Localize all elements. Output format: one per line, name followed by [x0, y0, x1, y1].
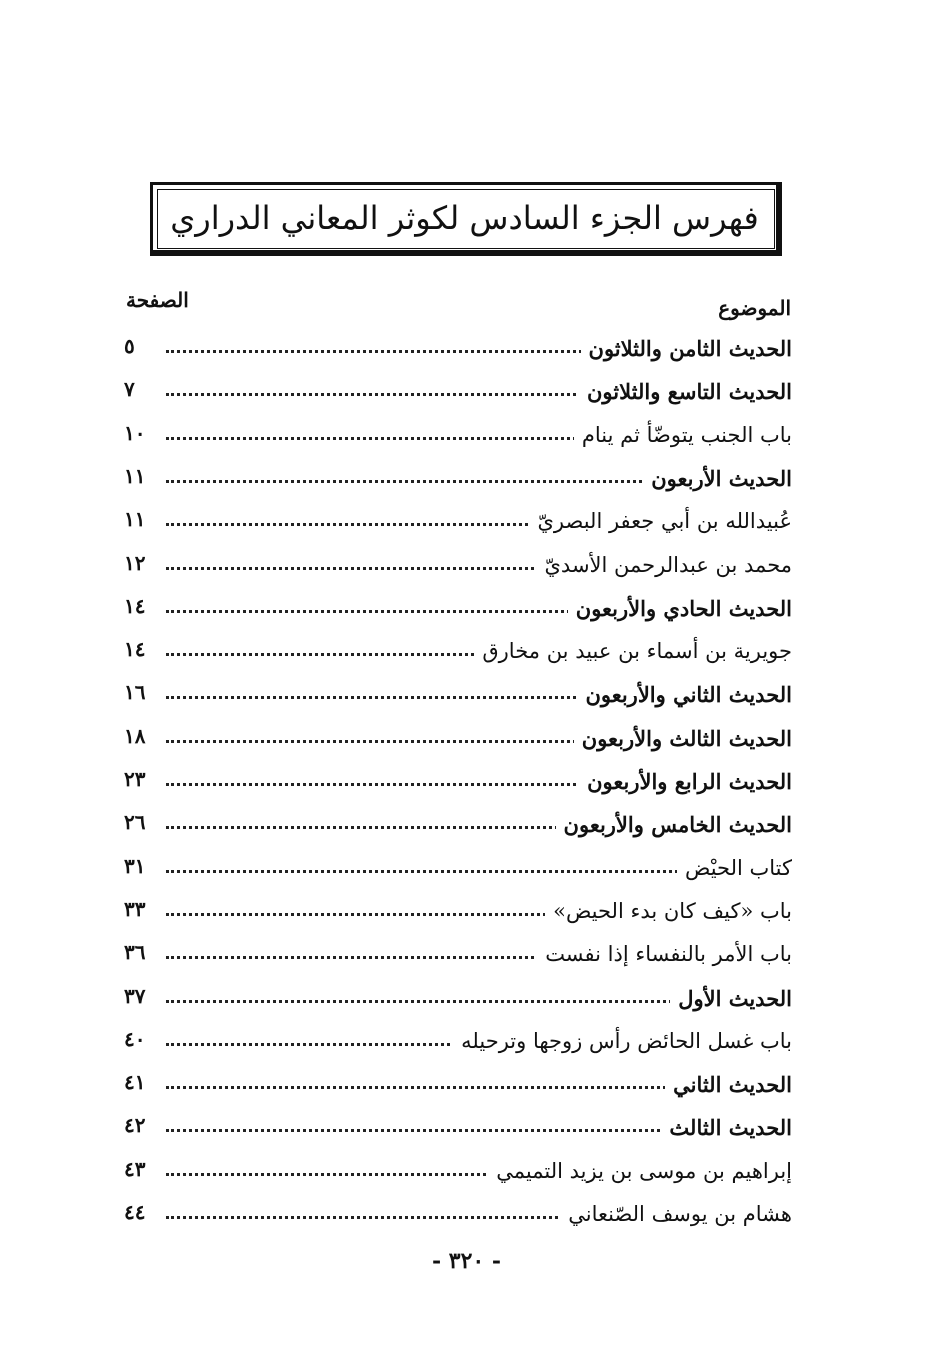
toc-entry — [120, 897, 792, 937]
toc-entry-page: ٣٣ — [124, 897, 146, 921]
toc-entry — [120, 1113, 792, 1153]
toc-entry-page: ٥ — [124, 334, 135, 358]
toc-entry — [120, 1200, 792, 1240]
toc-entry-title: هشام بن يوسف الصّنعاني — [560, 1202, 792, 1226]
toc-entry-title: جويرية بن أسماء بن عبيد بن مخارق — [474, 639, 792, 663]
toc-entry-title: كتاب الحيْض — [677, 856, 792, 880]
toc-entry — [120, 637, 792, 677]
toc-entry-page: ٢٦ — [124, 810, 146, 834]
toc-entry — [120, 854, 792, 894]
page-title: فهرس الجزء السادس لكوثر المعاني الدراري — [170, 199, 759, 237]
toc-entry-title: الحديث الثاني والأربعون — [577, 682, 792, 707]
toc-entry-page: ١١ — [124, 507, 146, 531]
page-column-header: الصفحة — [126, 288, 189, 312]
toc-entry-title: الحديث الثامن والثلاثون — [581, 336, 792, 361]
toc-entry-page: ١٢ — [124, 551, 146, 575]
toc-entry — [120, 1027, 792, 1067]
toc-entry-title: الحديث الثالث — [661, 1115, 792, 1140]
toc-entry-title: الحديث الأول — [670, 986, 792, 1011]
toc-entry-page: ٤٣ — [124, 1157, 146, 1181]
topic-column-header: الموضوع — [718, 296, 791, 320]
toc-entry — [120, 680, 792, 720]
toc-entry-page: ٤١ — [124, 1070, 146, 1094]
toc-entry-title: باب غسل الحائض رأس زوجها وترحيله — [453, 1029, 792, 1053]
toc-entry-title: الحديث التاسع والثلاثون — [579, 379, 792, 404]
toc-entry-page: ٣١ — [124, 854, 146, 878]
toc-entry-page: ١٦ — [124, 680, 146, 704]
toc-entry-page: ٤٢ — [124, 1113, 146, 1137]
toc-entry-title: باب الجنب يتوضّأ ثم ينام — [574, 423, 792, 447]
toc-entry-title: باب الأمر بالنفساء إذا نفست — [537, 942, 792, 966]
toc-entry-title: عُبيدالله بن أبي جعفر البصريّ — [529, 509, 792, 533]
toc-entry — [120, 724, 792, 764]
toc-entry-title: الحديث الحادي والأربعون — [568, 596, 792, 621]
toc-entry-page: ١٠ — [124, 421, 146, 445]
page-number: - ٣٢٠ - — [431, 1248, 502, 1274]
toc-entry — [120, 551, 792, 591]
toc-entry — [120, 594, 792, 634]
toc-entry — [120, 1157, 792, 1197]
toc-entry — [120, 767, 792, 807]
toc-entry-title: الحديث الأربعون — [643, 466, 792, 491]
toc-entry-title: الحديث الرابع والأربعون — [579, 769, 792, 794]
toc-entry-title: الحديث الثالث والأربعون — [574, 726, 792, 751]
toc-entry-title: محمد بن عبدالرحمن الأسديّ — [536, 553, 792, 577]
toc-entry-page: ١٤ — [124, 594, 146, 618]
toc-entry-page: ١٨ — [124, 724, 146, 748]
toc-entry — [120, 421, 792, 461]
toc-entry — [120, 984, 792, 1024]
toc-entry-page: ٣٧ — [124, 984, 146, 1008]
toc-entry — [120, 507, 792, 547]
toc-entry — [120, 334, 792, 374]
toc-entry — [120, 377, 792, 417]
toc-entry — [120, 810, 792, 850]
toc-entry-page: ١١ — [124, 464, 146, 488]
toc-entry-page: ٧ — [124, 377, 135, 401]
toc-entry — [120, 940, 792, 980]
toc-entry — [120, 1070, 792, 1110]
toc-entry-page: ١٤ — [124, 637, 146, 661]
toc-entry-title: الحديث الخامس والأربعون — [556, 812, 792, 837]
toc-entry-page: ٣٦ — [124, 940, 146, 964]
toc-entry-page: ٤٠ — [124, 1027, 146, 1051]
toc-entry-title: الحديث الثاني — [665, 1072, 792, 1097]
toc-entry-page: ٢٣ — [124, 767, 146, 791]
toc-entry-title: باب «كيف كان بدء الحيض» — [545, 899, 792, 923]
toc-entry — [120, 464, 792, 504]
toc-entry-page: ٤٤ — [124, 1200, 146, 1224]
toc-entry-title: إبراهيم بن موسى بن يزيد التميمي — [488, 1159, 792, 1183]
